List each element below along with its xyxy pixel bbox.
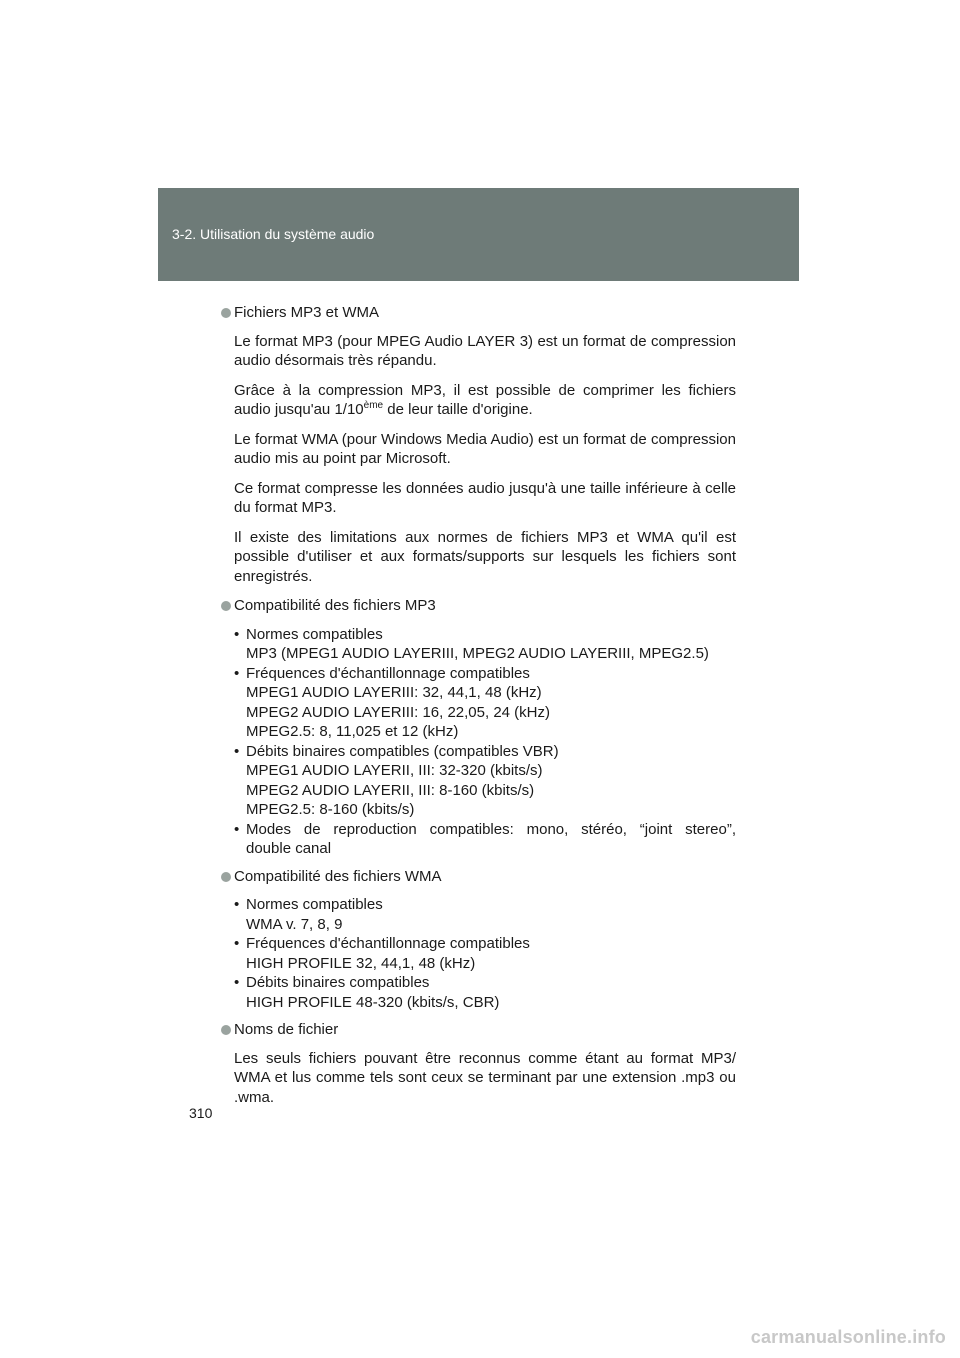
- list-item: • Fréquences d'échantillonnage compatibles HIGH PROFILE 32, 44,1, 48 (kHz): [234, 935, 530, 972]
- section-heading-wma-compat: Compatibilité des fichiers WMA: [222, 867, 736, 887]
- round-bullet-icon: [221, 1025, 231, 1035]
- paragraph-wma-compression: Ce format compresse les données audio jusqu'à une taille inférieure à celle du format MP3.: [234, 479, 736, 516]
- page-content: [222, 303, 736, 1117]
- section-title: 3-2. Utilisation du système audio: [172, 226, 375, 242]
- list-item: • Normes compatibles WMA v. 7, 8, 9: [234, 896, 383, 933]
- paragraph-limitations: Il existe des limitations aux normes de fichiers MP3 et WMA qu'il est possible d'utiliser et aux formats/supports sur lesquels les fichiers sont enregistrés.: [234, 528, 736, 585]
- paragraph-mp3-intro: Le format MP3 (pour MPEG Audio LAYER 3) est un format de compression audio désormais très répandu.: [234, 332, 736, 369]
- page-number: 310: [189, 1105, 213, 1121]
- list-item: • Modes de reproduction compatibles: mono, stéréo, “joint stereo”, double canal: [234, 820, 736, 857]
- round-bullet-icon: [221, 601, 231, 611]
- section-heading-mp3-compat: Compatibilité des fichiers MP3: [222, 596, 736, 616]
- paragraph-wma-intro: Le format WMA (pour Windows Media Audio) est un format de compression audio mis au point par Microsoft.: [234, 430, 736, 467]
- list-item: • Normes compatibles MP3 (MPEG1 AUDIO LAYERIII, MPEG2 AUDIO LAYERIII, MPEG2.5): [234, 625, 709, 662]
- mp3-compat-list: [234, 625, 736, 859]
- list-item: • Fréquences d'échantillonnage compatibles MPEG1 AUDIO LAYERIII: 32, 44,1, 48 (kHz) MPEG2 AUDIO LAYERIII: 16, 22,05, 24 (kHz) MPEG2.5: 8, 11,025 et 12 (kHz): [234, 664, 551, 740]
- list-item: • Débits binaires compatibles (compatibles VBR) MPEG1 AUDIO LAYERII, III: 32-320 (kbits/s) MPEG2 AUDIO LAYERII, III: 8-160 (kbits/s) MPEG2.5: 8-160 (kbits/s): [234, 742, 559, 818]
- paragraph-filenames: Les seuls fichiers pouvant être reconnus comme étant au format MP3/ WMA et lus comme tels sont ceux se terminant par une extension .mp3 ou .wma.: [234, 1049, 736, 1106]
- wma-compat-list: [234, 895, 736, 1012]
- watermark[interactable]: carmanualsonline.info: [750, 1327, 946, 1347]
- paragraph-mp3-compression: Grâce à la compression MP3, il est possible de comprimer les fichiers audio jusqu'au 1/10ème de leur taille d'origine.: [234, 381, 736, 418]
- section-heading-filenames: Noms de fichier: [222, 1020, 736, 1040]
- section-heading-mp3-wma: Fichiers MP3 et WMA: [222, 303, 736, 323]
- superscript: ème: [363, 400, 384, 411]
- list-item: • Débits binaires compatibles HIGH PROFILE 48-320 (kbits/s, CBR): [234, 974, 500, 1011]
- round-bullet-icon: [221, 308, 231, 318]
- round-bullet-icon: [221, 872, 231, 882]
